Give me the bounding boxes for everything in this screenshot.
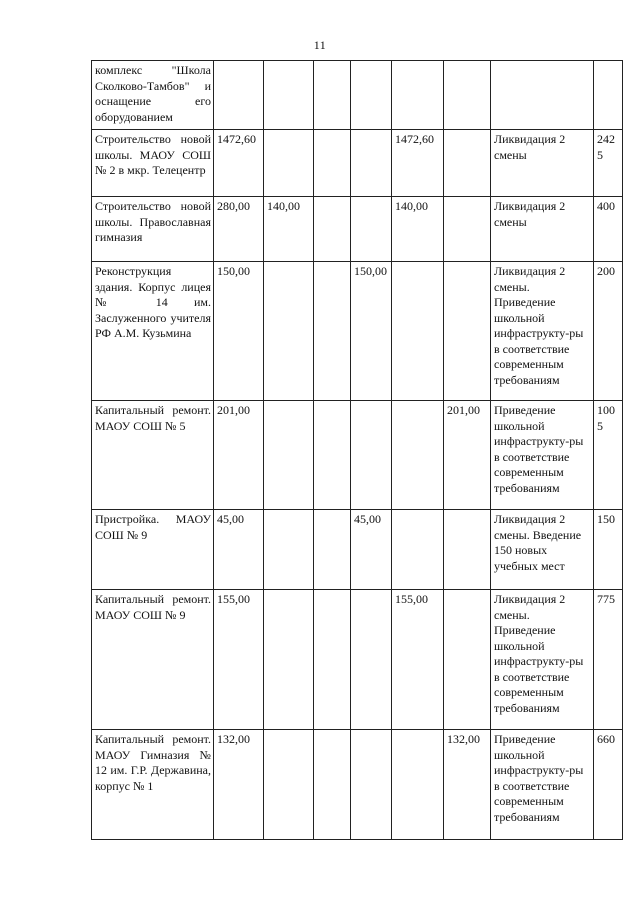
cost-year-cell — [264, 510, 314, 590]
cost-year-cell — [314, 262, 351, 401]
cost-year-cell — [444, 197, 491, 262]
cost-year-cell — [264, 401, 314, 510]
cost-total-cell — [214, 61, 264, 130]
cost-year-cell — [392, 730, 444, 840]
result-cell: Приведение школьной инфраструкту-ры в соответствие современным требованиям — [491, 401, 594, 510]
table-row — [92, 61, 623, 130]
cost-year-cell: 140,00 — [392, 197, 444, 262]
cost-year-cell: 150,00 — [351, 262, 392, 401]
places-cell: 400 — [594, 197, 623, 262]
cost-year-cell — [444, 590, 491, 730]
cost-year-cell — [351, 130, 392, 197]
cost-year-cell: 155,00 — [392, 590, 444, 730]
result-cell: Ликвидация 2 смены — [491, 130, 594, 197]
cost-year-cell — [444, 262, 491, 401]
cost-year-cell — [392, 61, 444, 130]
cost-year-cell — [351, 401, 392, 510]
object-name-cell: комплекс "Школа Сколково-Тамбов" и оснащение его оборудованием — [92, 61, 214, 130]
cost-year-cell — [314, 130, 351, 197]
result-cell: Приведение школьной инфраструкту-ры в соответствие современным требованиям — [491, 730, 594, 840]
cost-year-cell — [351, 730, 392, 840]
cost-total-cell: 201,00 — [214, 401, 264, 510]
places-cell: 1005 — [594, 401, 623, 510]
cost-total-cell: 132,00 — [214, 730, 264, 840]
cost-year-cell — [392, 510, 444, 590]
cost-year-cell: 132,00 — [444, 730, 491, 840]
cost-year-cell — [444, 510, 491, 590]
result-cell — [491, 61, 594, 130]
cost-total-cell: 1472,60 — [214, 130, 264, 197]
object-name-cell: Пристройка. МАОУ СОШ № 9 — [92, 510, 214, 590]
cost-year-cell — [444, 130, 491, 197]
cost-year-cell — [351, 590, 392, 730]
cost-year-cell — [351, 197, 392, 262]
cost-total-cell: 150,00 — [214, 262, 264, 401]
places-cell: 200 — [594, 262, 623, 401]
table-row — [92, 401, 623, 510]
table-row — [92, 262, 623, 401]
cost-year-cell — [264, 130, 314, 197]
places-cell — [594, 61, 623, 130]
object-name-cell: Строительство новой школы. МАОУ СОШ № 2 в мкр. Телецентр — [92, 130, 214, 197]
cost-year-cell — [264, 730, 314, 840]
cost-year-cell — [392, 401, 444, 510]
object-name-cell: Строительство новой школы. Православная гимназия — [92, 197, 214, 262]
cost-year-cell — [314, 61, 351, 130]
table-row — [92, 197, 623, 262]
cost-total-cell: 45,00 — [214, 510, 264, 590]
cost-year-cell — [264, 262, 314, 401]
cost-year-cell — [314, 510, 351, 590]
cost-year-cell — [264, 590, 314, 730]
cost-year-cell: 1472,60 — [392, 130, 444, 197]
cost-year-cell — [314, 401, 351, 510]
places-cell: 660 — [594, 730, 623, 840]
places-cell: 775 — [594, 590, 623, 730]
cost-year-cell — [314, 590, 351, 730]
object-name-cell: Капитальный ремонт. МАОУ СОШ № 9 — [92, 590, 214, 730]
cost-year-cell — [264, 61, 314, 130]
table-row — [92, 510, 623, 590]
result-cell: Ликвидация 2 смены. Введение 150 новых учебных мест — [491, 510, 594, 590]
cost-total-cell: 155,00 — [214, 590, 264, 730]
cost-year-cell: 45,00 — [351, 510, 392, 590]
result-cell: Ликвидация 2 смены — [491, 197, 594, 262]
cost-total-cell: 280,00 — [214, 197, 264, 262]
cost-year-cell — [314, 730, 351, 840]
cost-year-cell — [314, 197, 351, 262]
cost-year-cell: 201,00 — [444, 401, 491, 510]
places-cell: 150 — [594, 510, 623, 590]
investment-table — [91, 60, 623, 840]
table-row — [92, 730, 623, 840]
object-name-cell: Капитальный ремонт. МАОУ Гимназия № 12 им. Г.Р. Державина, корпус № 1 — [92, 730, 214, 840]
table-row — [92, 590, 623, 730]
cost-year-cell — [351, 61, 392, 130]
cost-year-cell — [444, 61, 491, 130]
places-cell: 2425 — [594, 130, 623, 197]
object-name-cell: Реконструкция здания. Корпус лицея № 14 им. Заслуженного учителя РФ А.М. Кузьмина — [92, 262, 214, 401]
cost-year-cell — [392, 262, 444, 401]
cost-year-cell: 140,00 — [264, 197, 314, 262]
result-cell: Ликвидация 2 смены. Приведение школьной инфраструкту-ры в соответствие современным требованиям — [491, 262, 594, 401]
page-number: 11 — [313, 38, 327, 52]
object-name-cell: Капитальный ремонт. МАОУ СОШ № 5 — [92, 401, 214, 510]
result-cell: Ликвидация 2 смены. Приведение школьной инфраструкту-ры в соответствие современным требованиям — [491, 590, 594, 730]
table-row — [92, 130, 623, 197]
